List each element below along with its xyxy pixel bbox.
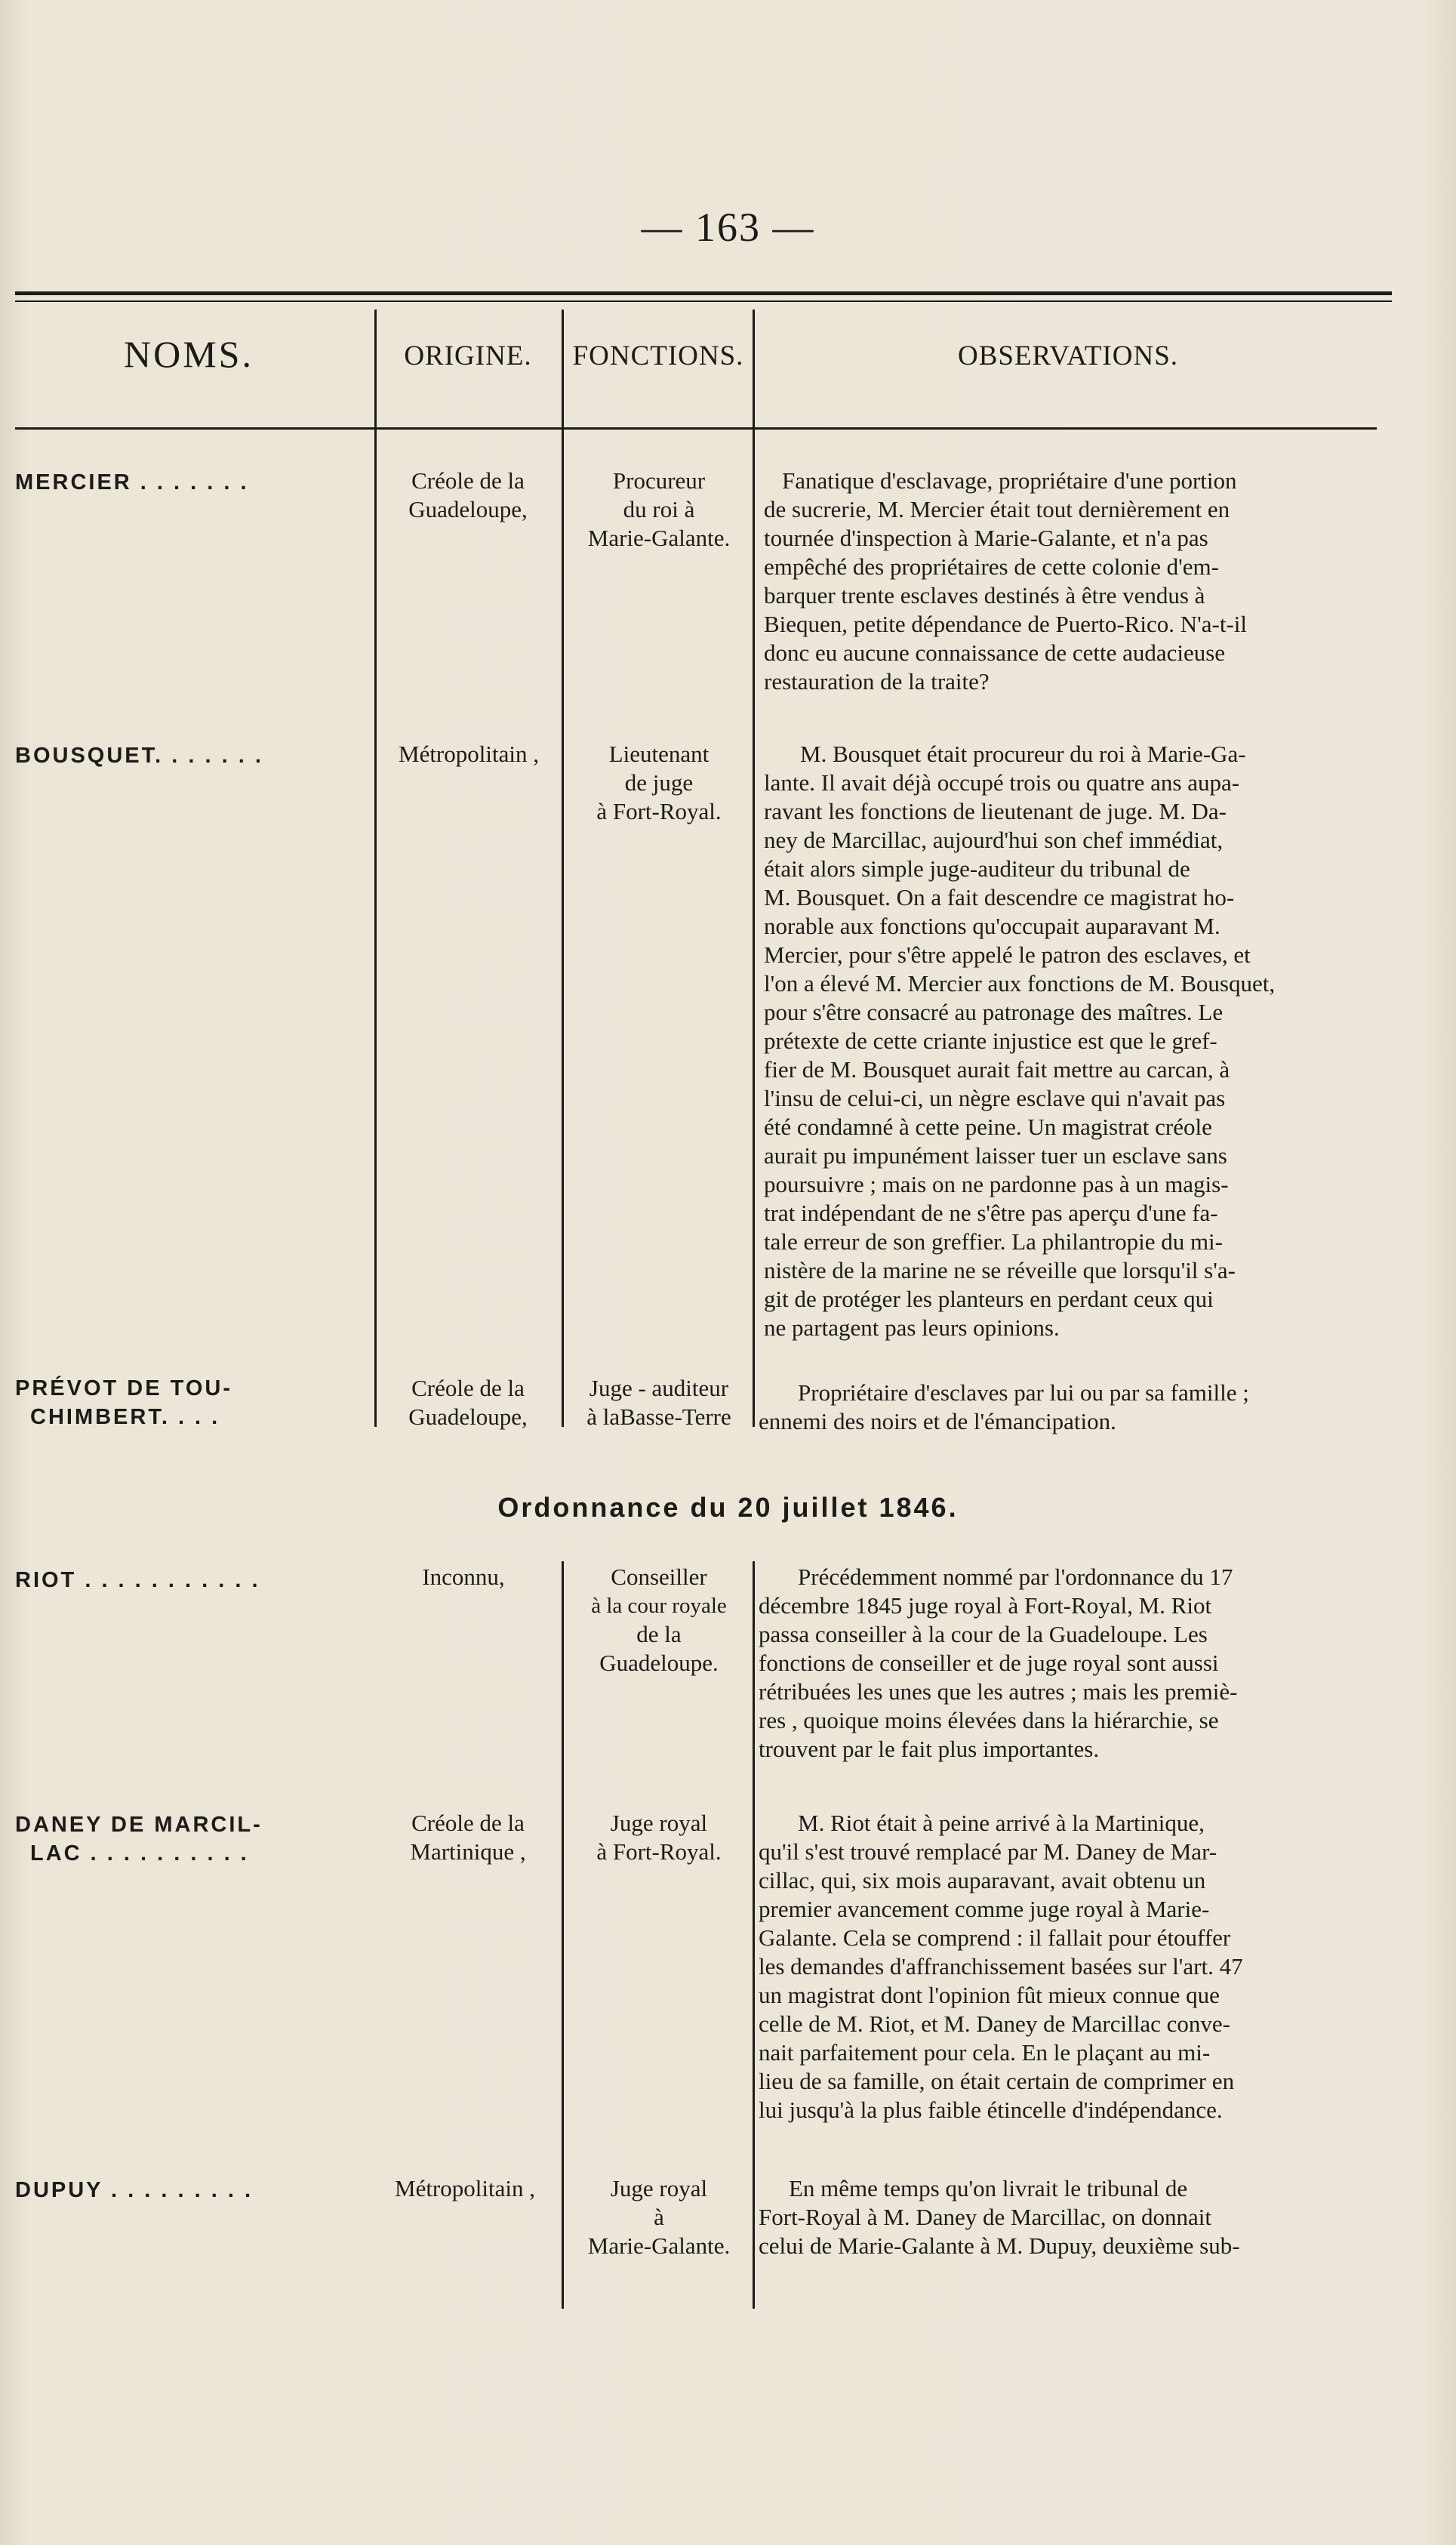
column-divider: [753, 310, 755, 1427]
row-observations: [764, 467, 1390, 696]
row-name: [15, 1374, 370, 1431]
row-observations: [759, 1809, 1393, 2124]
row-origine: [377, 467, 559, 524]
fonctions-line: à: [654, 2204, 664, 2230]
observation-line: qu'il s'est trouvé remplacé par M. Daney de Mar-: [759, 1838, 1217, 1865]
origine-line: Martinique ,: [410, 1838, 526, 1865]
origine-line: Créole de la: [411, 1375, 525, 1401]
observation-line: M. Bousquet était procureur du roi à Marie-Ga-: [800, 741, 1246, 767]
observation-line: ravant les fonctions de lieutenant de juge. M. Da-: [764, 798, 1227, 824]
observation-line: En même temps qu'on livrait le tribunal de: [789, 2175, 1188, 2201]
column-divider: [562, 310, 564, 1427]
observation-line: lieu de sa famille, on était certain de comprimer en: [759, 2068, 1235, 2094]
header-bottom-rule: [15, 427, 1377, 430]
observation-line: celui de Marie-Galante à M. Dupuy, deuxième sub-: [759, 2232, 1240, 2259]
row-name: [15, 2176, 370, 2205]
fonctions-line: Guadeloupe.: [599, 1650, 719, 1676]
observation-line: cillac, qui, six mois auparavant, avait obtenu un: [759, 1867, 1206, 1893]
name-line: LAC . . . . . . . . . .: [30, 1841, 249, 1866]
observation-line: été condamné à cette peine. Un magistrat créole: [764, 1114, 1212, 1140]
observation-line: de sucrerie, M. Mercier était tout dernièrement en: [764, 496, 1230, 522]
observation-line: restauration de la traite?: [764, 668, 990, 695]
observation-line: pour s'être consacré au patronage des maîtres. Le: [764, 999, 1224, 1025]
header-top-rule-thick: [15, 291, 1392, 295]
name-line: CHIMBERT. . . .: [30, 1405, 220, 1429]
fonctions-line: Juge - auditeur: [589, 1375, 729, 1401]
observation-line: norable aux fonctions qu'occupait auparavant M.: [764, 913, 1221, 939]
header-fonctions: FONCTIONS.: [572, 340, 744, 371]
observation-line: M. Bousquet. On a fait descendre ce magistrat ho-: [764, 884, 1235, 910]
row-fonctions: [566, 2174, 752, 2260]
observation-line: empêché des propriétaires de cette colonie d'em-: [764, 553, 1219, 580]
header-observations: OBSERVATIONS.: [957, 340, 1179, 371]
row-observations: [759, 2174, 1393, 2260]
observation-line: git de protéger les planteurs en perdant ceux qui: [764, 1286, 1214, 1312]
observation-line: res , quoique moins élevées dans la hiérarchie, se: [759, 1707, 1219, 1733]
observation-line: l'on a élevé M. Mercier aux fonctions de M. Bousquet,: [764, 970, 1276, 997]
observation-line: prétexte de cette criante injustice est que le gref-: [764, 1028, 1217, 1054]
observation-line: les demandes d'affranchissement basées sur l'art. 47: [759, 1953, 1243, 1980]
observation-line: celle de M. Riot, et M. Daney de Marcillac conve-: [759, 2010, 1230, 2037]
observation-line: fonctions de conseiller et de juge royal sont aussi: [759, 1650, 1219, 1676]
observation-line: Précédemment nommé par l'ordonnance du 17: [798, 1564, 1233, 1590]
row-fonctions: [566, 1809, 752, 1866]
row-fonctions: [566, 467, 752, 553]
name-line: MERCIER . . . . . . .: [15, 470, 249, 495]
header-origine: ORIGINE.: [404, 340, 532, 371]
row-origine: [377, 1374, 559, 1431]
observation-line: un magistrat dont l'opinion fût mieux connue que: [759, 1982, 1220, 2008]
observation-line: Galante. Cela se comprend : il fallait pour étouffer: [759, 1924, 1231, 1951]
row-fonctions: [566, 740, 752, 826]
row-origine: [368, 2174, 562, 2203]
row-name: [15, 1810, 370, 1868]
fonctions-line: à laBasse-Terre: [586, 1403, 731, 1430]
observation-line: décembre 1845 juge royal à Fort-Royal, M. Riot: [759, 1592, 1212, 1619]
origine-line: Créole de la: [411, 1810, 525, 1836]
column-divider: [374, 310, 377, 1427]
observation-line: lui jusqu'à la plus faible étincelle d'indépendance.: [759, 2097, 1223, 2123]
observation-line: lante. Il avait déjà occupé trois ou quatre ans aupa-: [764, 769, 1240, 796]
row-fonctions: [566, 1374, 752, 1431]
section-title: Ordonnance du 20 juillet 1846.: [497, 1492, 959, 1523]
row-observations: [759, 1563, 1393, 1764]
observation-line: passa conseiller à la cour de la Guadeloupe. Les: [759, 1621, 1208, 1647]
origine-line: Métropolitain ,: [395, 2175, 535, 2201]
observation-line: nistère de la marine ne se réveille que lorsqu'il s'a-: [764, 1257, 1236, 1283]
observation-line: barquer trente esclaves destinés à être vendus à: [764, 582, 1205, 609]
observation-line: ney de Marcillac, aujourd'hui son chef immédiat,: [764, 827, 1224, 853]
observation-line: nait parfaitement pour cela. En le plaçant au mi-: [759, 2039, 1211, 2066]
origine-line: Créole de la: [411, 467, 525, 494]
fonctions-line: à la cour royale: [591, 1594, 727, 1618]
observation-line: l'insu de celui-ci, un nègre esclave qui n'avait pas: [764, 1085, 1226, 1111]
row-observations: [764, 740, 1390, 1342]
fonctions-line: Juge royal: [610, 1810, 708, 1836]
fonctions-line: de juge: [624, 769, 694, 796]
origine-line: Inconnu,: [422, 1564, 505, 1590]
fonctions-line: Marie-Galante.: [587, 525, 731, 551]
column-divider: [753, 1561, 755, 2309]
fonctions-line: à Fort-Royal.: [596, 798, 722, 824]
observation-line: était alors simple juge-auditeur du tribunal de: [764, 855, 1190, 882]
header-top-rule-thin: [15, 300, 1392, 302]
observation-line: trouvent par le fait plus importantes.: [759, 1736, 1100, 1762]
observation-line: ne partagent pas leurs opinions.: [764, 1314, 1060, 1341]
fonctions-line: Juge royal: [610, 2175, 708, 2201]
origine-line: Métropolitain ,: [399, 741, 539, 767]
fonctions-line: Procureur: [612, 467, 706, 494]
row-origine: [377, 1809, 559, 1866]
observation-line: Fanatique d'esclavage, propriétaire d'une portion: [782, 467, 1237, 494]
fonctions-line: Marie-Galante.: [587, 2232, 731, 2259]
fonctions-line: à Fort-Royal.: [596, 1838, 722, 1865]
row-name: [15, 468, 370, 497]
fonctions-line: de la: [636, 1621, 682, 1647]
observation-line: trat indépendant de ne s'être pas aperçu d'une fa-: [764, 1200, 1218, 1226]
observation-line: M. Riot était à peine arrivé à la Martinique,: [798, 1810, 1205, 1836]
name-line: DANEY DE MARCIL-: [15, 1813, 263, 1837]
name-line: BOUSQUET. . . . . . .: [15, 744, 263, 768]
observation-line: fier de M. Bousquet aurait fait mettre au carcan, à: [764, 1056, 1230, 1083]
origine-line: Guadeloupe,: [408, 496, 528, 522]
fonctions-line: Lieutenant: [608, 741, 710, 767]
observation-line: donc eu aucune connaissance de cette audacieuse: [764, 639, 1226, 666]
observation-line: rétribuées les unes que les autres ; mais les premiè-: [759, 1678, 1238, 1705]
column-divider: [562, 1561, 564, 2309]
row-fonctions: [566, 1563, 752, 1678]
observation-line: Mercier, pour s'être appelé le patron des esclaves, et: [764, 941, 1251, 968]
row-observations: [759, 1379, 1393, 1436]
observation-line: ennemi des noirs et de l'émancipation.: [759, 1408, 1116, 1434]
observation-line: aurait pu impunément laisser tuer un esclave sans: [764, 1142, 1227, 1169]
origine-line: Guadeloupe,: [408, 1403, 528, 1430]
fonctions-line: Conseiller: [611, 1564, 707, 1590]
row-name: [15, 1566, 370, 1594]
name-line: RIOT . . . . . . . . . . .: [15, 1568, 260, 1592]
observation-line: Biequen, petite dépendance de Puerto-Rico. N'a-t-il: [764, 611, 1247, 637]
row-origine: [374, 740, 563, 769]
observation-line: Fort-Royal à M. Daney de Marcillac, on donnait: [759, 2204, 1212, 2230]
observation-line: tournée d'inspection à Marie-Galante, et n'a pas: [764, 525, 1208, 551]
name-line: PRÉVOT DE TOU-: [15, 1376, 232, 1400]
fonctions-line: du roi à: [623, 496, 695, 522]
observation-line: premier avancement comme juge royal à Marie-: [759, 1896, 1210, 1922]
header-noms: NOMS.: [124, 333, 254, 375]
row-name: [15, 741, 370, 770]
observation-line: Propriétaire d'esclaves par lui ou par sa famille ;: [798, 1379, 1249, 1406]
observation-line: tale erreur de son greffier. La philantropie du mi-: [764, 1228, 1223, 1255]
row-origine: [374, 1563, 553, 1591]
page-number: — 163 —: [641, 205, 815, 250]
name-line: DUPUY . . . . . . . . .: [15, 2178, 254, 2202]
observation-line: poursuivre ; mais on ne pardonne pas à un magis-: [764, 1171, 1229, 1197]
